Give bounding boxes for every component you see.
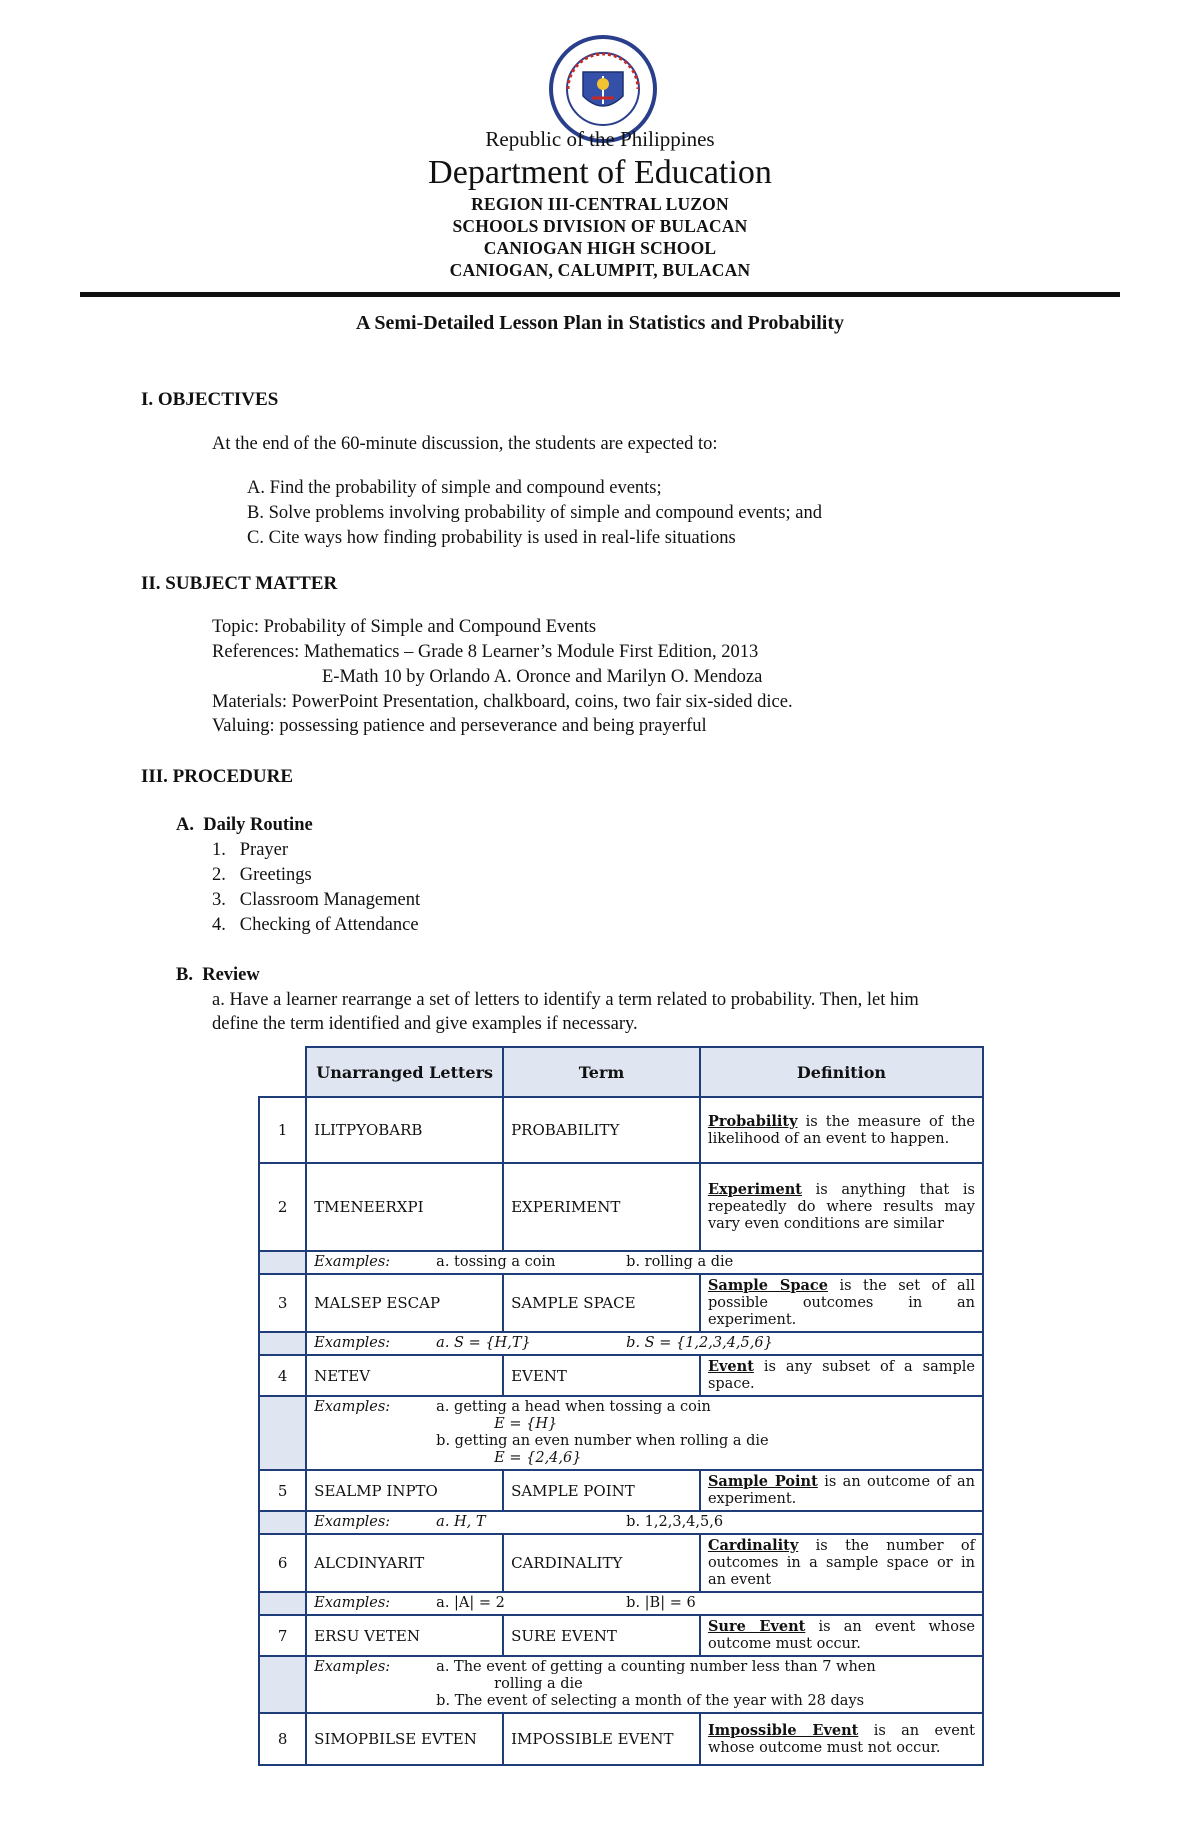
example-a: a. The event of getting a counting number less than 7 when <box>436 1659 876 1675</box>
definition-cell <box>700 1097 983 1163</box>
table-row <box>259 1470 983 1511</box>
row-number: 8 <box>259 1713 306 1765</box>
example-b: b. 1,2,3,4,5,6 <box>626 1514 724 1530</box>
examples-cell <box>306 1656 983 1713</box>
term-cell: IMPOSSIBLE EVENT <box>503 1713 700 1765</box>
examples-row <box>259 1251 983 1274</box>
definition-cell <box>700 1163 983 1251</box>
definition-term: Probability <box>707 1112 798 1130</box>
example-b: b. |B| = 6 <box>626 1595 696 1611</box>
definition-term: Impossible Event <box>707 1721 859 1739</box>
unarranged-letters: SIMOPBILSE EVTEN <box>306 1713 503 1765</box>
definition-cell <box>700 1615 983 1656</box>
routine-item: 4. Checking of Attendance <box>212 915 419 935</box>
table-row <box>259 1097 983 1163</box>
definition-term: Event <box>707 1358 754 1375</box>
unarranged-letters: ERSU VETEN <box>306 1615 503 1656</box>
example-b: b. The event of selecting a month of the year with 28 days <box>436 1693 865 1709</box>
example-a: a. S = {H,T} <box>436 1335 531 1351</box>
examples-spacer <box>259 1251 306 1274</box>
header-term: Term <box>503 1047 700 1097</box>
objective-item: A. Find the probability of simple and compound events; <box>247 478 662 498</box>
example-a-cont: rolling a die <box>494 1676 583 1692</box>
term-cell: EVENT <box>503 1355 700 1396</box>
examples-spacer <box>259 1332 306 1355</box>
references-line: References: Mathematics – Grade 8 Learner’s Module First Edition, 2013 <box>212 642 759 662</box>
division-label: SCHOOLS DIVISION OF BULACAN <box>452 216 748 236</box>
examples-label: Examples: <box>314 1335 391 1351</box>
term-cell: PROBABILITY <box>503 1097 700 1163</box>
review-instruction-2: define the term identified and give examples if necessary. <box>212 1014 638 1034</box>
routine-item: 1. Prayer <box>212 840 289 860</box>
unarranged-letters: ALCDINYARIT <box>306 1534 503 1592</box>
school-label: CANIOGAN HIGH SCHOOL <box>483 238 717 258</box>
examples-row <box>259 1396 983 1470</box>
table-row <box>259 1355 983 1396</box>
valuing-line: Valuing: possessing patience and perseverance and being prayerful <box>212 716 707 736</box>
definition-text: is an event whose outcome must occur. <box>707 1619 975 1652</box>
header-unarranged: Unarranged Letters <box>306 1047 503 1097</box>
examples-label: Examples: <box>314 1399 391 1415</box>
definition-cell <box>700 1274 983 1332</box>
example-a: a. getting a head when tossing a coin <box>436 1399 711 1415</box>
examples-cell <box>306 1396 983 1470</box>
term-cell: CARDINALITY <box>503 1534 700 1592</box>
objective-item: B. Solve problems involving probability of simple and compound events; and <box>247 503 822 523</box>
row-number: 4 <box>259 1355 306 1396</box>
examples-label: Examples: <box>314 1659 391 1675</box>
row-number: 6 <box>259 1534 306 1592</box>
definition-term: Sample Point <box>707 1473 818 1490</box>
republic-label: Republic of the Philippines <box>485 127 715 151</box>
row-number: 7 <box>259 1615 306 1656</box>
region-label: REGION III-CENTRAL LUZON <box>471 194 729 214</box>
unarranged-letters: NETEV <box>306 1355 503 1396</box>
review-instruction: a. Have a learner rearrange a set of letters to identify a term related to probability. Then, let him <box>212 990 919 1010</box>
definition-text: is the measure of the likelihood of an event to happen. <box>707 1113 975 1147</box>
objectives-heading: I. OBJECTIVES <box>141 389 279 410</box>
unarranged-letters: MALSEP ESCAP <box>306 1274 503 1332</box>
examples-spacer <box>259 1396 306 1470</box>
definition-text: is an event whose outcome must not occur. <box>707 1722 975 1756</box>
example-a: a. tossing a coin <box>436 1254 556 1270</box>
definition-cell <box>700 1534 983 1592</box>
examples-row <box>259 1656 983 1713</box>
objectives-intro: At the end of the 60-minute discussion, the students are expected to: <box>212 434 718 454</box>
materials-line: Materials: PowerPoint Presentation, chalkboard, coins, two fair six-sided dice. <box>212 692 793 712</box>
example-b: b. S = {1,2,3,4,5,6} <box>626 1335 773 1351</box>
references-line-2: E-Math 10 by Orlando A. Oronce and Marilyn O. Mendoza <box>322 667 763 687</box>
header-blank <box>259 1047 306 1097</box>
term-cell: SURE EVENT <box>503 1615 700 1656</box>
examples-spacer <box>259 1656 306 1713</box>
example-b: b. rolling a die <box>626 1254 734 1270</box>
header-definition: Definition <box>700 1047 983 1097</box>
row-number: 5 <box>259 1470 306 1511</box>
examples-spacer <box>259 1592 306 1615</box>
examples-spacer <box>259 1511 306 1534</box>
examples-row <box>259 1332 983 1355</box>
definition-term: Sample Space <box>707 1277 828 1294</box>
unarranged-letters: ILITPYOBARB <box>306 1097 503 1163</box>
term-cell: SAMPLE POINT <box>503 1470 700 1511</box>
definition-text: is the set of all possible outcomes in an experiment. <box>707 1278 975 1328</box>
row-number: 3 <box>259 1274 306 1332</box>
table-header-row <box>259 1047 983 1097</box>
examples-cell <box>306 1251 983 1274</box>
definition-text: is the number of outcomes in a sample space or in an event <box>707 1538 975 1588</box>
routine-item: 2. Greetings <box>212 865 312 885</box>
review-terms-table <box>258 1046 984 1766</box>
example-a: a. |A| = 2 <box>436 1595 505 1611</box>
table-row <box>259 1713 983 1765</box>
subject-matter-heading: II. SUBJECT MATTER <box>141 573 338 594</box>
header-divider <box>80 292 1120 297</box>
term-cell: SAMPLE SPACE <box>503 1274 700 1332</box>
review-heading: B. Review <box>176 965 260 985</box>
examples-cell <box>306 1592 983 1615</box>
examples-label: Examples: <box>314 1595 391 1611</box>
definition-term: Experiment <box>707 1181 802 1198</box>
table-row <box>259 1615 983 1656</box>
examples-row <box>259 1592 983 1615</box>
address-label: CANIOGAN, CALUMPIT, BULACAN <box>449 260 751 280</box>
row-number: 1 <box>259 1097 306 1163</box>
row-number: 2 <box>259 1163 306 1251</box>
examples-cell <box>306 1511 983 1534</box>
examples-label: Examples: <box>314 1254 391 1270</box>
definition-text: is an outcome of an experiment. <box>707 1474 975 1507</box>
department-title: Department of Education <box>428 154 772 191</box>
definition-cell <box>700 1355 983 1396</box>
unarranged-letters: SEALMP INPTO <box>306 1470 503 1511</box>
daily-routine-heading: A. Daily Routine <box>176 815 313 835</box>
definition-text: is anything that is repeatedly do where results may vary even conditions are similar <box>707 1182 975 1232</box>
example-b-set: E = {2,4,6} <box>494 1450 582 1466</box>
table-row <box>259 1163 983 1251</box>
example-a: a. H, T <box>436 1514 486 1530</box>
term-cell: EXPERIMENT <box>503 1163 700 1251</box>
definition-cell <box>700 1713 983 1765</box>
lesson-plan-title: A Semi-Detailed Lesson Plan in Statistics and Probability <box>355 312 844 334</box>
examples-row <box>259 1511 983 1534</box>
definition-term: Cardinality <box>707 1537 799 1554</box>
procedure-heading: III. PROCEDURE <box>141 766 294 787</box>
table-row <box>259 1274 983 1332</box>
table-row <box>259 1534 983 1592</box>
example-a-set: E = {H} <box>494 1416 558 1432</box>
topic-line: Topic: Probability of Simple and Compound Events <box>212 617 597 637</box>
example-b: b. getting an even number when rolling a die <box>436 1433 769 1449</box>
definition-cell <box>700 1470 983 1511</box>
unarranged-letters: TMENEERXPI <box>306 1163 503 1251</box>
routine-item: 3. Classroom Management <box>212 890 421 910</box>
examples-label: Examples: <box>314 1514 391 1530</box>
definition-term: Sure Event <box>707 1618 806 1635</box>
examples-cell <box>306 1332 983 1355</box>
definition-text: is any subset of a sample space. <box>707 1359 975 1392</box>
objective-item: C. Cite ways how finding probability is used in real-life situations <box>247 528 736 548</box>
